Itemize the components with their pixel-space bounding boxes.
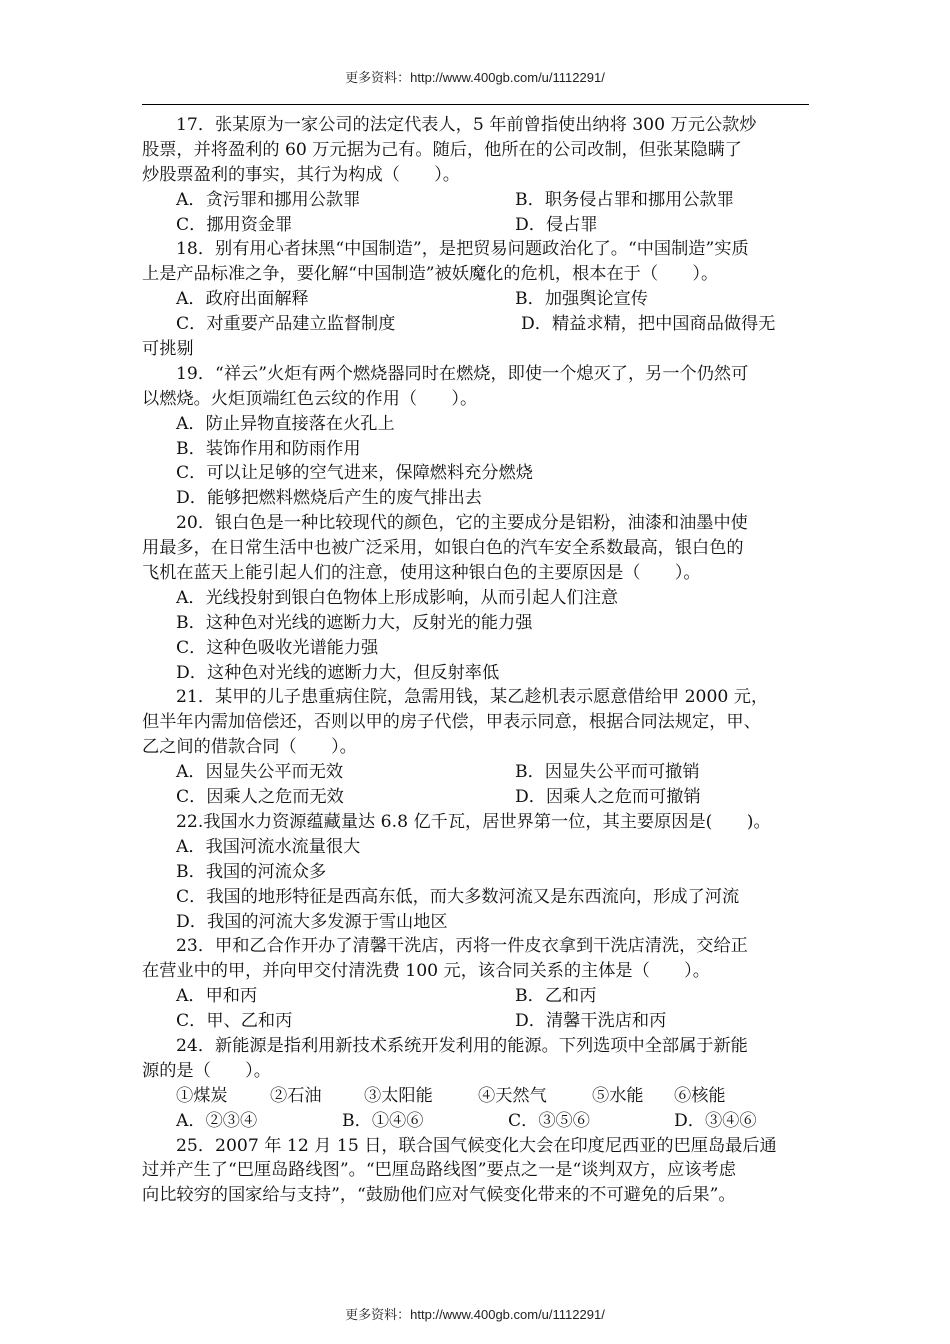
option-row bbox=[142, 213, 809, 238]
option-row bbox=[142, 287, 809, 312]
item-6: ⑥核能 bbox=[674, 1085, 726, 1106]
question-text: 20．银白色是一种比较现代的颜色，它的主要成分是铝粉，油漆和油墨中使 bbox=[176, 513, 748, 534]
option-row bbox=[142, 312, 809, 337]
option-c: C．③⑤⑥ bbox=[508, 1110, 590, 1131]
option-b: B．这种色对光线的遮断力大，反射光的能力强 bbox=[176, 612, 533, 633]
option-a: A．甲和丙 bbox=[176, 986, 258, 1007]
option-d: D．能够把燃料燃烧后产生的废气排出去 bbox=[176, 488, 482, 509]
option-row bbox=[142, 760, 809, 785]
question-text: 17．张某原为一家公司的法定代表人，5 年前曾指使出纳将 300 万元公款炒 bbox=[176, 115, 757, 135]
option-d: D．我国的河流大多发源于雪山地区 bbox=[176, 911, 448, 932]
option-c: C．我国的地形特征是西高东低，而大多数河流又是东西流向，形成了河流 bbox=[176, 886, 740, 907]
question-text: 25．2007 年 12 月 15 日，联合国气候变化大会在印度尼西亚的巴厘岛最后通 bbox=[176, 1135, 777, 1156]
question-text: 上是产品标准之争，要化解“中国制造”被妖魔化的危机，根本在于（ ）。 bbox=[142, 264, 719, 285]
option-b: B．①④⑥ bbox=[342, 1110, 424, 1131]
question-18 bbox=[142, 237, 809, 361]
question-text: 18．别有用心者抹黑“中国制造”，是把贸易问题政治化了。“中国制造”实质 bbox=[176, 239, 749, 260]
option-b: B．我国的河流众多 bbox=[176, 861, 327, 882]
option-d: D．这种色对光线的遮断力大，但反射率低 bbox=[176, 662, 500, 683]
question-text: 源的是（ ）。 bbox=[142, 1060, 271, 1081]
question-text: 22.我国水力资源蕴藏量达 6.8 亿千瓦，居世界第一位，其主要原因是( )。 bbox=[176, 811, 771, 832]
item-3: ③太阳能 bbox=[364, 1085, 433, 1106]
question-text: 炒股票盈利的事实，其行为构成（ ）。 bbox=[142, 164, 460, 185]
option-row bbox=[142, 984, 809, 1009]
option-b: B．加强舆论宣传 bbox=[515, 289, 648, 310]
question-text: 向比较穷的国家给与支持”，“鼓励他们应对气候变化带来的不可避免的后果”。 bbox=[142, 1185, 736, 1206]
option-a: A．贪污罪和挪用公款罪 bbox=[176, 189, 361, 210]
option-a: A．我国河流水流量很大 bbox=[176, 836, 361, 857]
option-b: B．装饰作用和防雨作用 bbox=[176, 438, 361, 459]
item-4: ④天然气 bbox=[478, 1085, 547, 1106]
question-17 bbox=[142, 113, 809, 237]
option-d: D．因乘人之危而可撤销 bbox=[515, 787, 701, 808]
option-a: A．光线投射到银白色物体上形成影响，从而引起人们注意 bbox=[176, 587, 619, 608]
option-row bbox=[142, 785, 809, 810]
option-c: C．可以让足够的空气进来，保障燃料充分燃烧 bbox=[176, 463, 533, 484]
header-rule bbox=[142, 104, 809, 105]
option-d: D．精益求精，把中国商品做得无 bbox=[521, 314, 776, 335]
question-25 bbox=[142, 1134, 809, 1209]
item-row bbox=[142, 1084, 809, 1109]
question-22 bbox=[142, 810, 809, 934]
question-text: 飞机在蓝天上能引起人们的注意，使用这种银白色的主要原因是（ ）。 bbox=[142, 563, 701, 584]
question-text: 21．某甲的儿子患重病住院，急需用钱，某乙趁机表示愿意借给甲 2000 元， bbox=[176, 687, 769, 708]
option-d: D．③④⑥ bbox=[674, 1110, 757, 1131]
option-b: B．乙和丙 bbox=[515, 986, 597, 1007]
option-row bbox=[142, 1009, 809, 1034]
option-c: C．挪用资金罪 bbox=[176, 214, 293, 235]
option-a: A．②③④ bbox=[176, 1110, 258, 1131]
question-text: 以燃烧。火炬顶端红色云纹的作用（ ）。 bbox=[142, 388, 478, 409]
question-text: 但半年内需加倍偿还，否则以甲的房子代偿，甲表示同意，根据合同法规定，甲、 bbox=[142, 712, 761, 733]
question-24 bbox=[142, 1034, 809, 1134]
item-2: ②石油 bbox=[270, 1085, 322, 1106]
question-20 bbox=[142, 511, 809, 685]
question-19 bbox=[142, 362, 809, 511]
question-text: 乙之间的借款合同（ ）。 bbox=[142, 737, 357, 758]
question-text: 24．新能源是指利用新技术系统开发利用的能源。下列选项中全部属于新能 bbox=[176, 1035, 748, 1056]
question-text: 23．甲和乙合作开办了清馨干洗店，丙将一件皮衣拿到干洗店清洗，交给正 bbox=[176, 936, 748, 957]
question-text: 在营业中的甲，并向甲交付清洗费 100 元，该合同关系的主体是（ ）。 bbox=[142, 961, 710, 982]
question-list bbox=[142, 113, 809, 1208]
question-text: 股票，并将盈利的 60 万元据为己有。随后，他所在的公司改制，但张某隐瞒了 bbox=[142, 139, 742, 160]
page-header: 更多资料：http://www.400gb.com/u/1112291/ bbox=[345, 70, 605, 85]
option-b: B．职务侵占罪和挪用公款罪 bbox=[515, 189, 734, 210]
option-a: A．防止异物直接落在火孔上 bbox=[176, 413, 395, 434]
option-c: C．这种色吸收光谱能力强 bbox=[176, 637, 379, 658]
question-text: 19．“祥云”火炬有两个燃烧器同时在燃烧，即使一个熄灭了，另一个仍然可 bbox=[176, 363, 749, 384]
page-footer: 更多资料：http://www.400gb.com/u/1112291/ bbox=[345, 1307, 605, 1322]
question-23 bbox=[142, 934, 809, 1034]
item-1: ①煤炭 bbox=[176, 1085, 228, 1106]
question-21 bbox=[142, 685, 809, 809]
option-d-continued: 可挑剔 bbox=[142, 339, 194, 360]
option-row bbox=[142, 1109, 809, 1134]
option-a: A．因显失公平而无效 bbox=[176, 762, 344, 783]
option-row bbox=[142, 188, 809, 213]
option-c: C．对重要产品建立监督制度 bbox=[176, 314, 396, 335]
question-text: 用最多，在日常生活中也被广泛采用，如银白色的汽车安全系数最高，银白色的 bbox=[142, 538, 744, 559]
option-d: D．清馨干洗店和丙 bbox=[515, 1011, 667, 1032]
option-c: C．因乘人之危而无效 bbox=[176, 787, 344, 808]
option-c: C．甲、乙和丙 bbox=[176, 1011, 293, 1032]
option-d: D．侵占罪 bbox=[515, 214, 598, 235]
question-text: 过并产生了“巴厘岛路线图”。“巴厘岛路线图”要点之一是“谈判双方，应该考虑 bbox=[142, 1160, 736, 1181]
option-a: A．政府出面解释 bbox=[176, 289, 309, 310]
item-5: ⑤水能 bbox=[592, 1085, 644, 1106]
option-b: B．因显失公平而可撤销 bbox=[515, 762, 700, 783]
